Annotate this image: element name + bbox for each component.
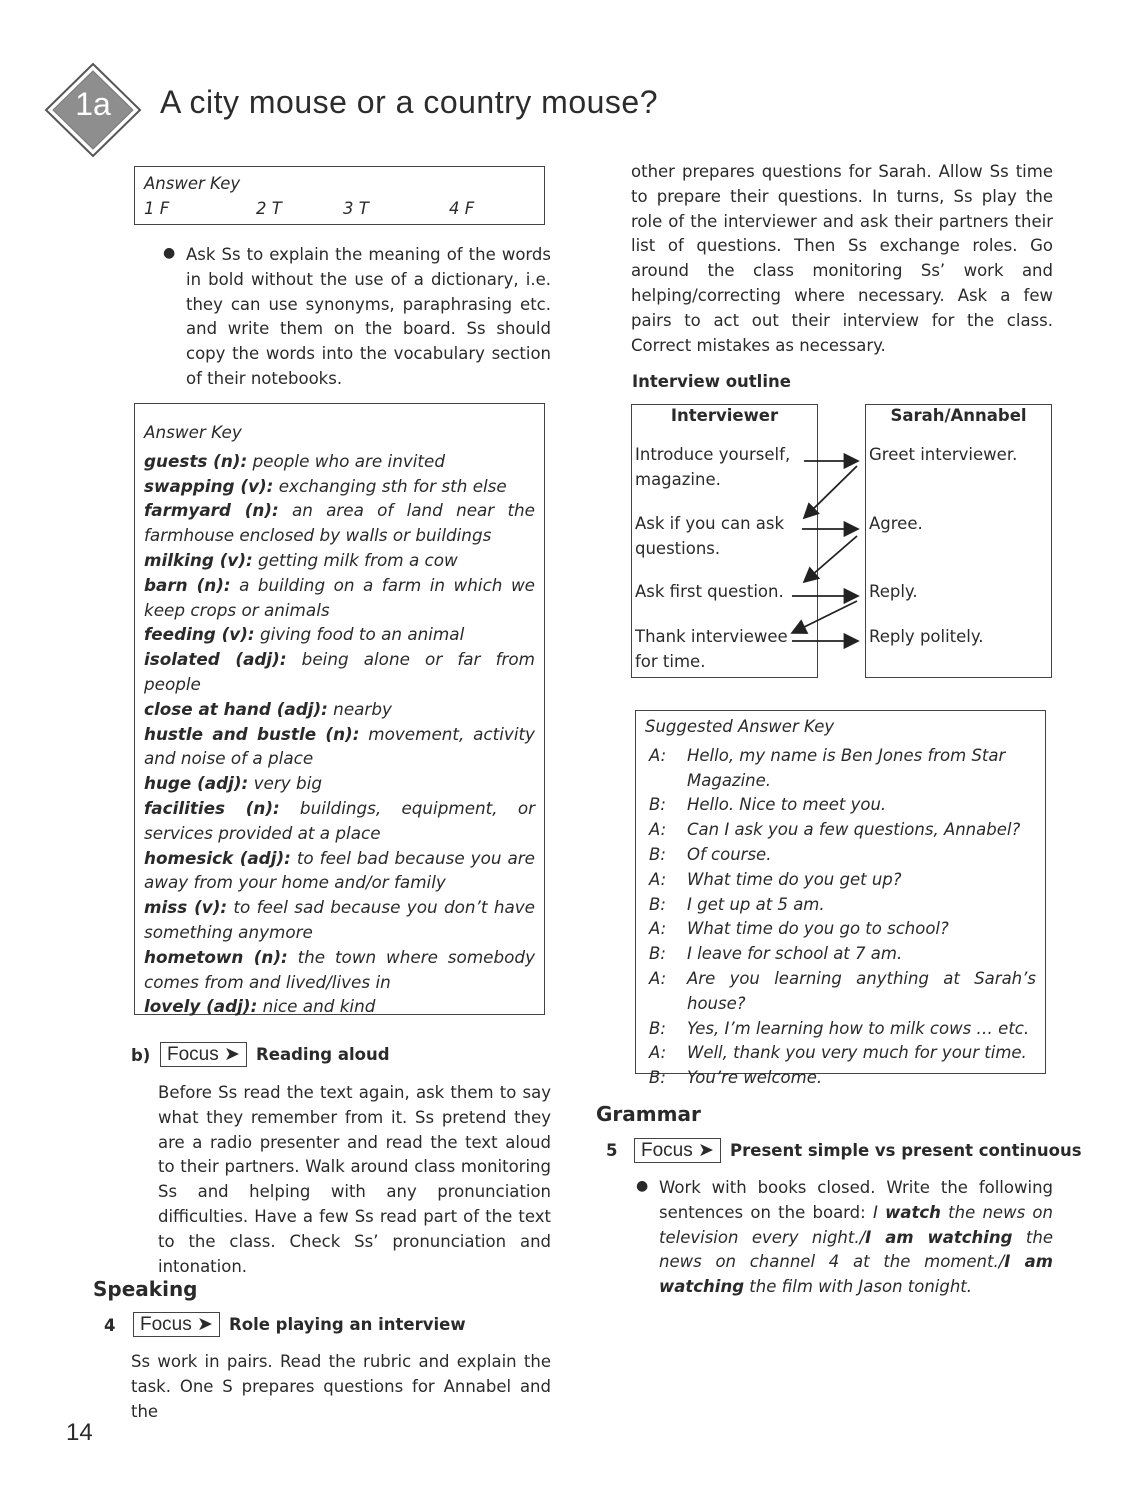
dialogue-line [645, 1017, 1036, 1042]
interviewee-step: Reply. [869, 582, 918, 601]
example-text: the news on television every night./ [659, 1202, 1053, 1247]
vocab-term: close at hand (adj): [144, 698, 328, 719]
vocab-entry [144, 895, 535, 945]
vocab-definition: giving food to an animal [254, 624, 465, 645]
lesson-badge-label: 1a [75, 86, 111, 122]
vocab-key-title: Answer Key [144, 422, 242, 442]
dialogue-text: Hello. Nice to meet you. [687, 795, 887, 815]
reading-aloud-text: Before Ss read the text again, ask them to say what they remember from it. Ss pretend they are a radio presenter and read the text aloud to their partners. Walk around class monitoring Ss and helping with any pronunciation difficulties. Have a few Ss read part of the text to the class. Check Ss’ pronunciation and intonation. [158, 1083, 551, 1276]
dialogue-text: What time do you get up? [687, 869, 902, 889]
vocab-definition: the town where somebody comes from and lived/lives in [144, 946, 535, 992]
focus-label: Role playing an interview [229, 1315, 466, 1334]
suggested-key-title: Suggested Answer Key [645, 717, 835, 736]
vocab-definition: nice and kind [257, 996, 376, 1017]
vocab-entry [144, 573, 535, 623]
interviewer-step: Ask first question. [635, 582, 784, 601]
vocab-entry [144, 846, 535, 896]
vocab-definition: buildings, equipment, or services provided at a place [144, 797, 535, 843]
dialogue-text: Can I ask you a few questions, Annabel? [687, 820, 1021, 840]
answer-item: 1 F [144, 199, 170, 218]
vocab-entry [144, 796, 535, 846]
dialogue-line [645, 893, 1036, 918]
interviewer-header: Interviewer [670, 406, 779, 425]
vocab-definition: to feel sad because you don’t have something anymore [144, 897, 535, 942]
vocabulary-answer-key [134, 403, 545, 1015]
answer-key-title: Answer Key [144, 174, 241, 193]
vocab-entry [144, 945, 535, 995]
dialogue-line [645, 1066, 1036, 1091]
vocab-entry [144, 722, 535, 772]
vocab-term: milking (v): [144, 549, 253, 570]
focus-tag: Focus ➤ [160, 1042, 247, 1067]
dialogue-text: I get up at 5 am. [687, 894, 825, 914]
interviewee-step: Agree. [869, 514, 923, 533]
dialogue-line [645, 744, 1036, 769]
vocab-term: barn (n): [144, 574, 231, 595]
arrow-diag-1 [804, 466, 857, 518]
vocab-definition: very big [248, 773, 323, 794]
dialogue-line [645, 967, 1036, 1017]
speaker-label: A: [649, 968, 667, 988]
dialogue-text: Yes, I’m learning how to milk cows … etc. [687, 1018, 1030, 1038]
interviewee-step: Greet interviewer. [869, 445, 1018, 464]
item-marker: b) [131, 1046, 151, 1065]
vocab-entry [144, 697, 535, 722]
vocab-entry [144, 771, 535, 796]
interview-flow-arrows [780, 440, 880, 660]
dialogue-text: You’re welcome. [687, 1068, 823, 1088]
vocab-term: lovely (adj): [144, 996, 258, 1017]
vocab-term: farmyard (n): [144, 500, 279, 521]
arrow-diag-3 [792, 601, 857, 633]
vocab-definition: getting milk from a cow [252, 549, 458, 570]
vocab-entry [144, 498, 535, 548]
dialogue-text: Of course. [687, 844, 772, 864]
example-text: the film with Jason tonight. [744, 1277, 973, 1297]
dialogue-text: I leave for school at 7 am. [687, 944, 903, 964]
interviewer-step: Ask if you can ask [635, 514, 785, 533]
interviewer-step: Thank interviewee [635, 627, 788, 646]
dialogue-line [645, 793, 1036, 818]
vocab-term: swapping (v): [144, 475, 274, 496]
focus-tag: Focus ➤ [634, 1138, 721, 1163]
bullet-icon: ● [636, 1178, 649, 1194]
dialogue-line [645, 917, 1036, 942]
example-verb: watch [885, 1202, 941, 1222]
dialogue-text: What time do you go to school? [687, 919, 949, 939]
dialogue-line [645, 942, 1036, 967]
interviewer-step: questions. [635, 539, 721, 558]
page-title: A city mouse or a country mouse? [160, 84, 658, 120]
section-heading: Grammar [596, 1102, 701, 1126]
vocab-term: homesick (adj): [144, 847, 291, 868]
answer-item: 4 F [449, 199, 475, 218]
focus-label: Reading aloud [256, 1045, 390, 1064]
grammar-instruction [659, 1176, 1053, 1300]
speaker-label: B: [649, 1068, 666, 1088]
vocab-definition: a building on a farm in which we keep crops or animals [144, 574, 535, 620]
arrow-diag-2 [804, 536, 857, 582]
grammar-intro: Work with books closed. Write the following sentences on the board: [659, 1178, 1053, 1222]
answer-item: 2 T [256, 199, 282, 218]
dialogue-text: Are you learning anything at Sarah’s house? [687, 968, 1036, 1013]
interviewer-step: for time. [635, 652, 706, 671]
vocab-definition: being alone or far from people [144, 649, 535, 694]
section-heading: Speaking [93, 1277, 198, 1301]
speaker-label: A: [649, 869, 667, 889]
instruction-paragraph: Ask Ss to explain the meaning of the words in bold without the use of a dictionary, i.e. they can use synonyms, paraphrasing etc. and write them on the board. Ss should copy the words into the vocabulary section of their notebooks. [186, 245, 551, 388]
speaker-label: A: [649, 745, 667, 765]
interviewer-step: Introduce yourself, [635, 445, 791, 464]
example-text: I [872, 1202, 886, 1222]
dialogue-text: Well, thank you very much for your time. [687, 1043, 1027, 1063]
example-verb: I am watching [659, 1252, 1053, 1297]
vocab-list [144, 449, 535, 1019]
vocab-definition: people who are invited [247, 450, 445, 471]
interview-outline-title: Interview outline [632, 372, 791, 391]
vocab-entry [144, 548, 535, 573]
vocab-definition: to feel bad because you are away from your home and/or family [144, 847, 535, 893]
vocab-entry [144, 647, 535, 697]
dialogue-text: Magazine. [687, 770, 772, 790]
vocab-term: hometown (n): [144, 946, 288, 967]
dialogue-line [645, 843, 1036, 868]
speaker-label: A: [649, 919, 667, 939]
dialogue-text: Hello, my name is Ben Jones from Star [687, 745, 1006, 765]
dialogue-line [645, 769, 1036, 794]
speaker-label: B: [649, 1018, 666, 1038]
interviewee-step: Reply politely. [869, 627, 984, 646]
speaker-label: B: [649, 844, 666, 864]
vocab-definition: movement, activity and noise of a place [144, 723, 535, 769]
vocab-term: isolated (adj): [144, 649, 287, 670]
interviewee-header: Sarah/Annabel [890, 406, 1027, 425]
speaker-label: A: [649, 1043, 667, 1063]
example-verb: I am watching [865, 1227, 1013, 1247]
vocab-definition: an area of land near the farmhouse enclosed by walls or buildings [144, 500, 536, 546]
speaking-text: Ss work in pairs. Read the rubric and explain the task. One S prepares questions for Annabel and the [131, 1352, 551, 1421]
vocab-definition: nearby [327, 698, 392, 719]
interviewer-step: magazine. [635, 470, 721, 489]
vocab-term: facilities (n): [144, 797, 280, 818]
dialogue-line [645, 818, 1036, 843]
speaker-label: B: [649, 944, 666, 964]
vocab-entry [144, 622, 535, 647]
vocab-entry [144, 994, 535, 1019]
speaker-label: B: [649, 894, 666, 914]
answer-key-box [134, 166, 545, 225]
vocab-term: hustle and bustle (n): [144, 723, 360, 744]
suggested-answer-key [635, 710, 1046, 1088]
answer-item: 3 T [343, 199, 369, 218]
dialogue-lines [645, 744, 1036, 1091]
dialogue-line [645, 1041, 1036, 1066]
vocab-entry [144, 474, 535, 499]
item-number: 5 [606, 1141, 618, 1160]
vocab-term: miss (v): [144, 897, 228, 918]
vocab-entry [144, 449, 535, 474]
vocab-term: feeding (v): [144, 624, 255, 645]
speaker-label: A: [649, 820, 667, 840]
vocab-term: huge (adj): [144, 773, 249, 794]
speaker-label: B: [649, 795, 666, 815]
vocab-term: guests (n): [144, 450, 248, 471]
bullet-icon: ● [163, 245, 176, 261]
vocab-definition: exchanging sth for sth else [273, 475, 507, 496]
focus-tag: Focus ➤ [133, 1312, 220, 1337]
page-number: 14 [66, 1419, 93, 1446]
dialogue-line [645, 868, 1036, 893]
focus-label: Present simple vs present continuous [730, 1141, 1082, 1160]
right-intro-text: other prepares questions for Sarah. Allow Ss time to prepare their questions. In turns, Ss play the role of the interviewer and ask their partners their list of questions. Then Ss exchange roles. Go around the class monitoring Ss’ work and helping/correcting where necessary. Ask a few pairs to act out their interview for the class. Correct mistakes as necessary. [631, 162, 1053, 355]
speaker-label [645, 769, 687, 794]
example-text: the news on channel 4 at the moment./ [659, 1227, 1053, 1272]
item-number: 4 [104, 1316, 116, 1335]
